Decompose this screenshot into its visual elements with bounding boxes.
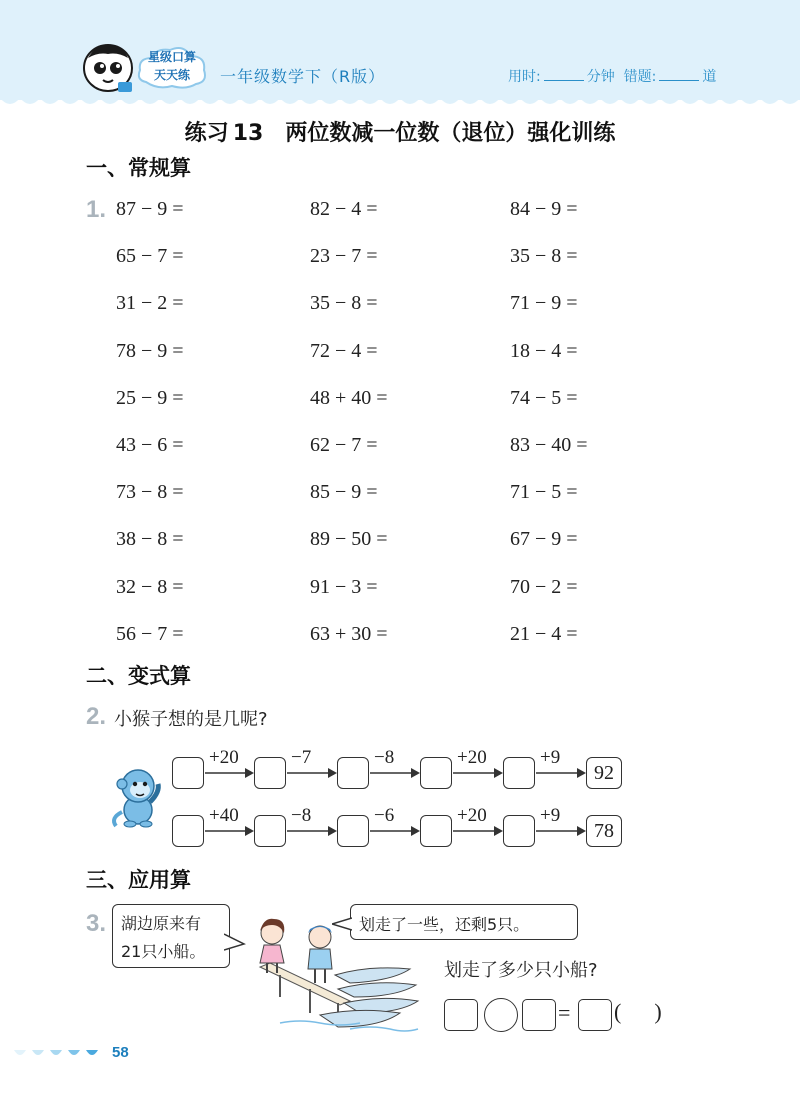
bubble-right-text: 划走了一些，还剩5只。 [359,915,530,934]
chain1-result: 92 [586,757,622,789]
problem-r4-c2: 72 − 4 = [310,339,378,362]
problem-r8-c1: 38 − 8 = [116,528,184,551]
problem-r6-c2: 62 − 7 = [310,434,378,456]
answer-box-2[interactable] [522,999,556,1031]
logo-text-line2: 天天练 [153,68,190,82]
answer-box-result[interactable] [578,999,612,1031]
question3-text: 划走了多少只小船? [444,960,598,981]
time-label: 用时: [508,69,541,85]
chain1-op-2: −7 [291,747,312,768]
chain2-box-1[interactable] [172,815,204,847]
problem-r10-c1: 56 − 7 = [116,622,184,645]
page-number: 58 [112,1044,129,1061]
problem-r1-c3: 84 − 9 = [510,198,578,220]
footer-dots-decoration [12,1046,108,1060]
chain1-op-3: −8 [374,747,395,768]
problem-r3-c2: 35 − 8 = [310,292,378,315]
question2-number: 2. [86,703,107,730]
problem-r3-c1: 31 − 2 = [116,292,184,315]
chain1-box-1[interactable] [172,757,204,789]
chain2-box-3[interactable] [337,815,369,847]
problem-r10-c2: 63 + 30 = [310,622,388,645]
chain2-op-4: +20 [457,805,487,826]
time-blank[interactable] [544,68,584,81]
errors-blank[interactable] [659,68,699,81]
problem-r4-c3: 18 − 4 = [510,339,578,362]
lake-boats-illustration [220,905,420,1035]
chain2-op-5: +9 [540,805,561,826]
section2-heading: 二、变式算 [86,664,191,688]
book-title: 一年级数学下（R版） [220,67,386,86]
chain2-box-4[interactable] [420,815,452,847]
title-prefix: 练习 [184,121,229,146]
problem-r9-c1: 32 − 8 = [116,575,184,598]
chain2-op-2: −8 [291,805,312,826]
chain1-box-4[interactable] [420,757,452,789]
chain1-op-1: +20 [209,747,239,768]
problem-r7-c2: 85 − 9 = [310,481,378,504]
monkey-icon [108,762,168,828]
question3-number: 3. [86,910,107,937]
problem-r5-c3: 74 − 5 = [510,386,578,409]
chain2-op-1: +40 [209,805,239,826]
chain2-op-3: −6 [374,805,395,826]
errors-unit: 道 [702,69,717,85]
logo-text-line1: 星级口算 [147,50,196,64]
chain1-op-4: +20 [457,747,487,768]
minute-label: 分钟 [586,69,615,85]
problem-r2-c1: 65 − 7 = [116,245,184,268]
problem-r1-c1: 87 − 9 = [116,198,184,220]
time-info [508,66,716,86]
problem-r2-c2: 23 − 7 = [310,245,378,268]
chain1-box-3[interactable] [337,757,369,789]
problem-r6-c3: 83 − 40 = [510,434,588,456]
page-title [0,116,800,147]
problem-r3-c3: 71 − 9 = [510,292,578,315]
problem-r8-c3: 67 − 9 = [510,528,578,551]
chain2-box-5[interactable] [503,815,535,847]
title-number: 13 [232,121,264,146]
chain1-op-5: +9 [540,747,561,768]
speech-bubble-left [112,904,230,968]
problem-r2-c3: 35 − 8 = [510,245,578,268]
problem-r1-c2: 82 − 4 = [310,198,378,220]
title-text: 两位数减一位数（退位）强化训练 [285,121,616,146]
chain2-box-2[interactable] [254,815,286,847]
section3-heading: 三、应用算 [86,868,191,892]
problem-r6-c1: 43 − 6 = [116,434,184,456]
problem-r4-c1: 78 − 9 = [116,339,184,362]
problem-r8-c2: 89 − 50 = [310,528,388,551]
chain2-result: 78 [586,815,622,847]
question2-text: 小猴子想的是几呢? [114,709,268,730]
chain1-box-5[interactable] [503,757,535,789]
equals-sign: = [558,1000,571,1025]
mascot-icon [78,38,138,98]
question1-number: 1. [86,196,107,223]
bubble-left-line1: 湖边原来有 [121,914,202,933]
problem-r5-c2: 48 + 40 = [310,386,388,409]
errors-label: 错题: [623,69,657,85]
unit-paren-blank[interactable]: ( ) [614,999,662,1024]
problem-r9-c3: 70 − 2 = [510,575,578,598]
answer-operator-circle[interactable] [484,998,518,1032]
chain1-box-2[interactable] [254,757,286,789]
section1-heading: 一、常规算 [86,156,191,180]
problem-r10-c3: 21 − 4 = [510,622,578,645]
problem-r9-c2: 91 − 3 = [310,575,378,598]
problem-r7-c1: 73 − 8 = [116,481,184,504]
bubble-left-line2: 21只小船。 [121,942,206,961]
problem-r5-c1: 25 − 9 = [116,386,184,409]
logo-badge [136,44,208,90]
answer-box-1[interactable] [444,999,478,1031]
problem-r7-c3: 71 − 5 = [510,481,578,504]
